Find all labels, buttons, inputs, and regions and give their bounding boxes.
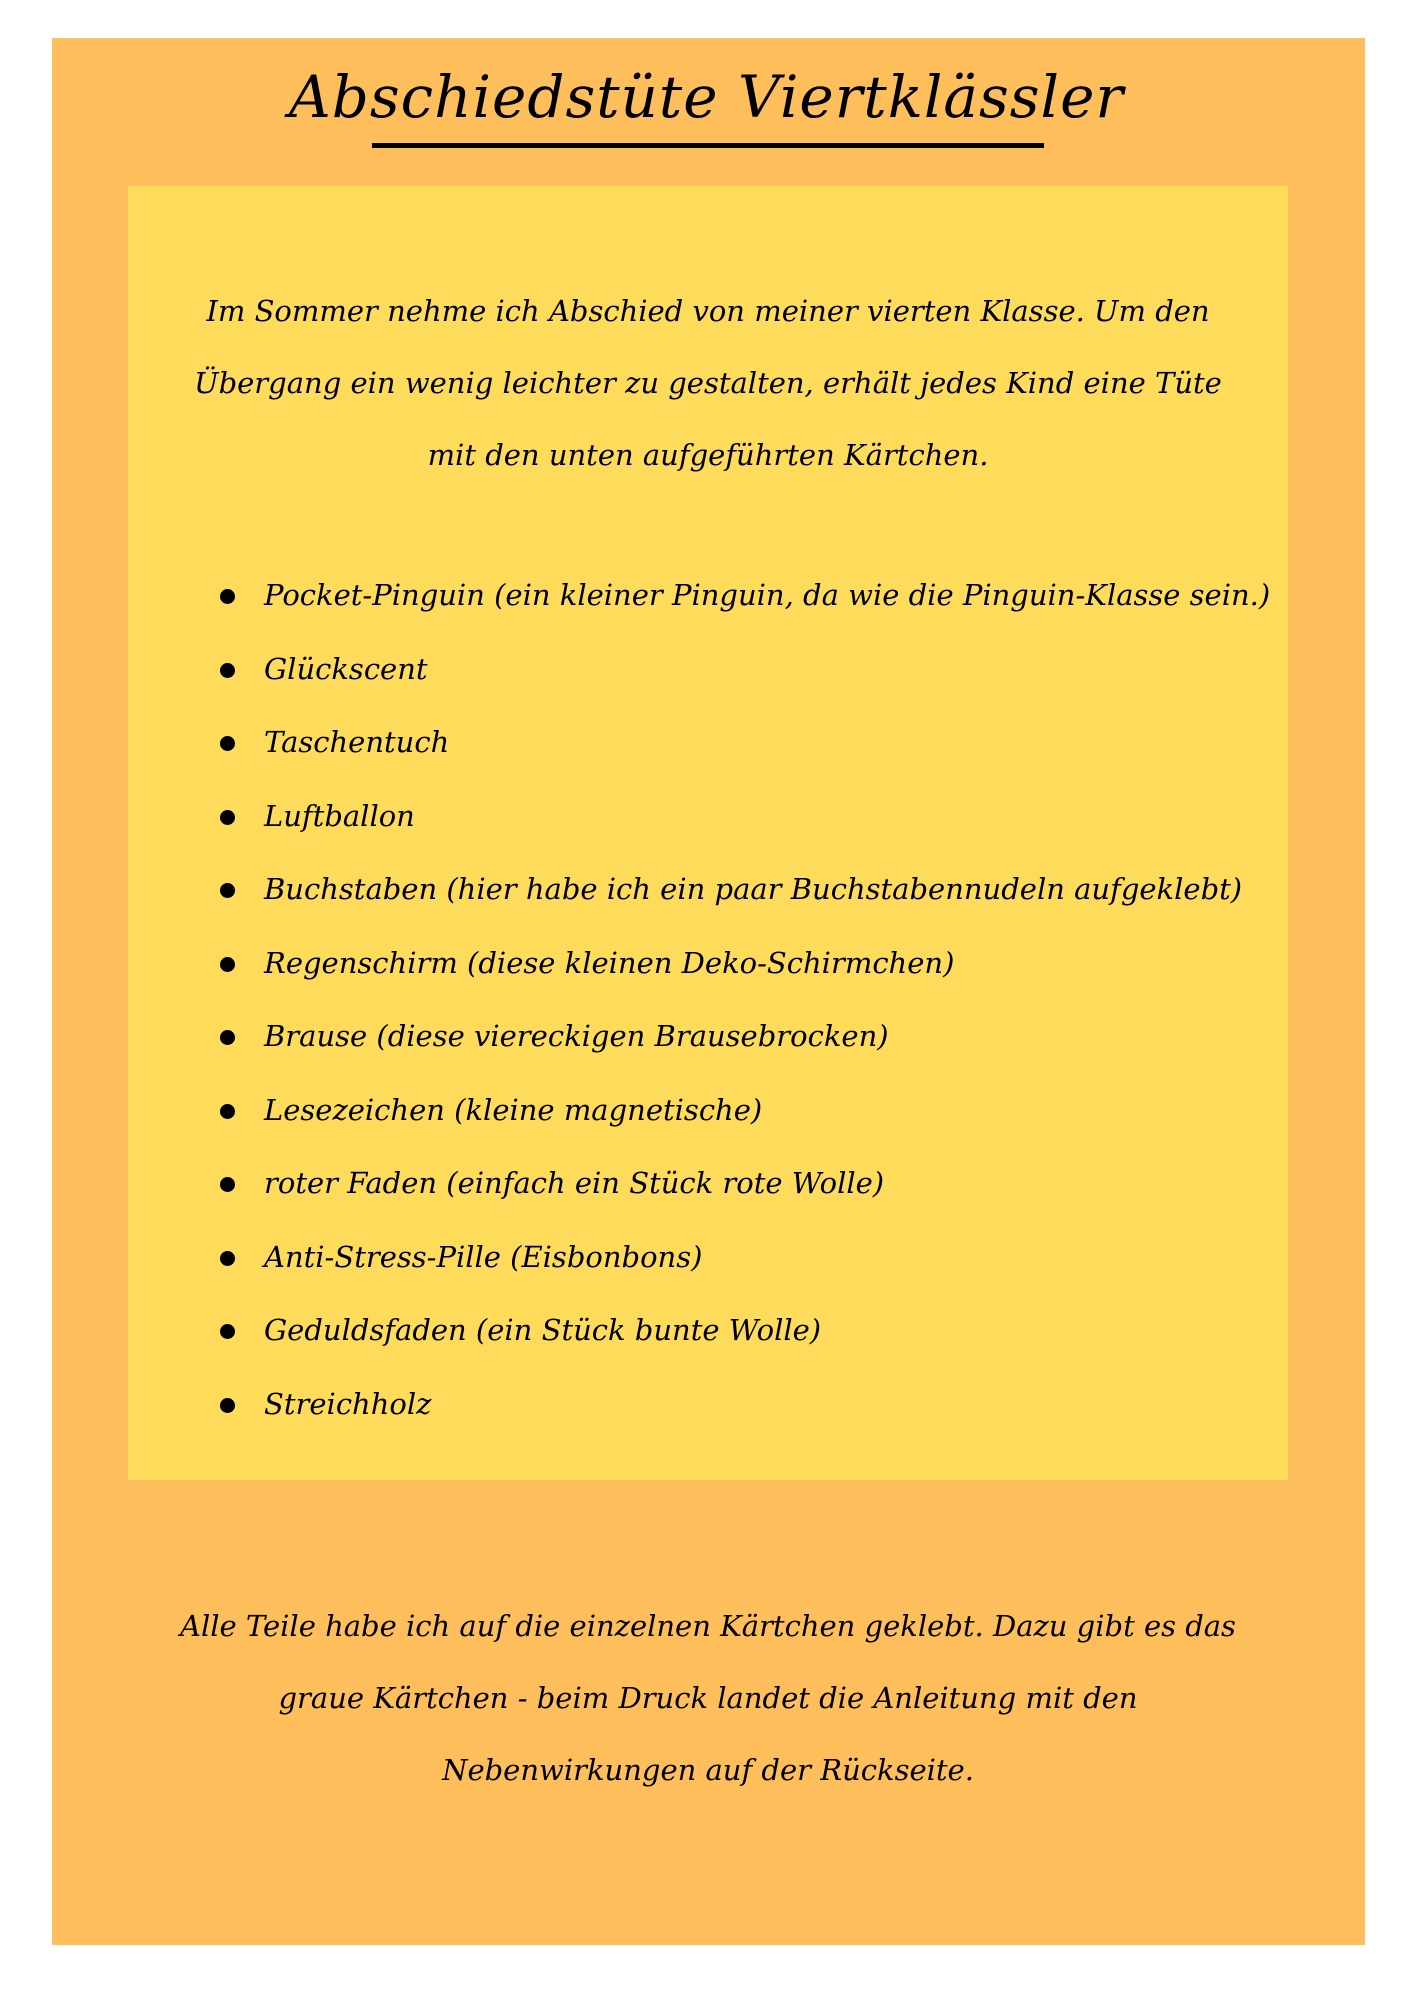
item-list <box>216 559 1271 1441</box>
list-item <box>216 853 1266 927</box>
list-item-label: Regenschirm (diese kleinen Deko-Schirmchen) <box>264 945 955 980</box>
bullet-icon <box>220 1030 235 1045</box>
list-item <box>216 706 1266 780</box>
list-item <box>216 1074 1266 1148</box>
list-item <box>216 1368 1266 1442</box>
bullet-icon <box>220 1324 235 1339</box>
list-item <box>216 927 1266 1001</box>
list-item <box>216 559 1271 633</box>
list-item-label: Geduldsfaden (ein Stück bunte Wolle) <box>264 1313 822 1347</box>
list-item-label: Glückscent <box>264 651 428 686</box>
bullet-icon <box>220 810 235 825</box>
page-title: Abschiedstüte Viertklässler <box>288 63 1125 131</box>
list-item-label: Streichholz <box>264 1386 432 1421</box>
list-item-label: roter Faden (einfach ein Stück rote Wolle) <box>264 1166 885 1200</box>
list-item <box>216 1000 1266 1074</box>
bullet-icon <box>220 1398 235 1413</box>
list-item-label: Lesezeichen (kleine magnetische) <box>264 1092 763 1127</box>
bullet-icon <box>220 736 235 751</box>
intro-paragraph: Im Sommer nehme ich Abschied von meiner vierten Klasse. Um den Übergang ein wenig leichter zu gestalten, erhält jedes Kind eine Tüte mit den unten aufgeführten Kärtchen. <box>194 294 1222 472</box>
list-item-label: Luftballon <box>264 798 415 833</box>
bullet-icon <box>220 663 235 678</box>
bullet-icon <box>220 957 235 972</box>
bullet-icon <box>220 1104 235 1119</box>
bullet-icon <box>220 1177 235 1192</box>
list-item <box>216 780 1266 854</box>
list-item-label: Anti-Stress-Pille (Eisbonbons) <box>264 1239 703 1274</box>
list-item <box>216 1147 1266 1221</box>
list-item <box>216 633 1266 707</box>
list-item-label: Taschentuch <box>264 725 450 759</box>
title-underline <box>372 143 1044 148</box>
list-item-label: Pocket-Pinguin (ein kleiner Pinguin, da wie die Pinguin-Klasse sein.) <box>264 578 1271 612</box>
bullet-icon <box>220 883 235 898</box>
list-item <box>216 1221 1266 1295</box>
bullet-icon <box>220 589 235 604</box>
list-item <box>216 1294 1266 1368</box>
list-item-label: Buchstaben (hier habe ich ein paar Buchstabennudeln aufgeklebt) <box>264 872 1243 906</box>
list-item-label: Brause (diese viereckigen Brausebrocken) <box>264 1019 889 1053</box>
bullet-icon <box>220 1251 235 1266</box>
outro-paragraph: Alle Teile habe ich auf die einzelnen Kärtchen geklebt. Dazu gibt es das graue Kärtchen - beim Druck landet die Anleitung mit den Nebenwirkungen auf der Rückseite. <box>180 1609 1236 1787</box>
